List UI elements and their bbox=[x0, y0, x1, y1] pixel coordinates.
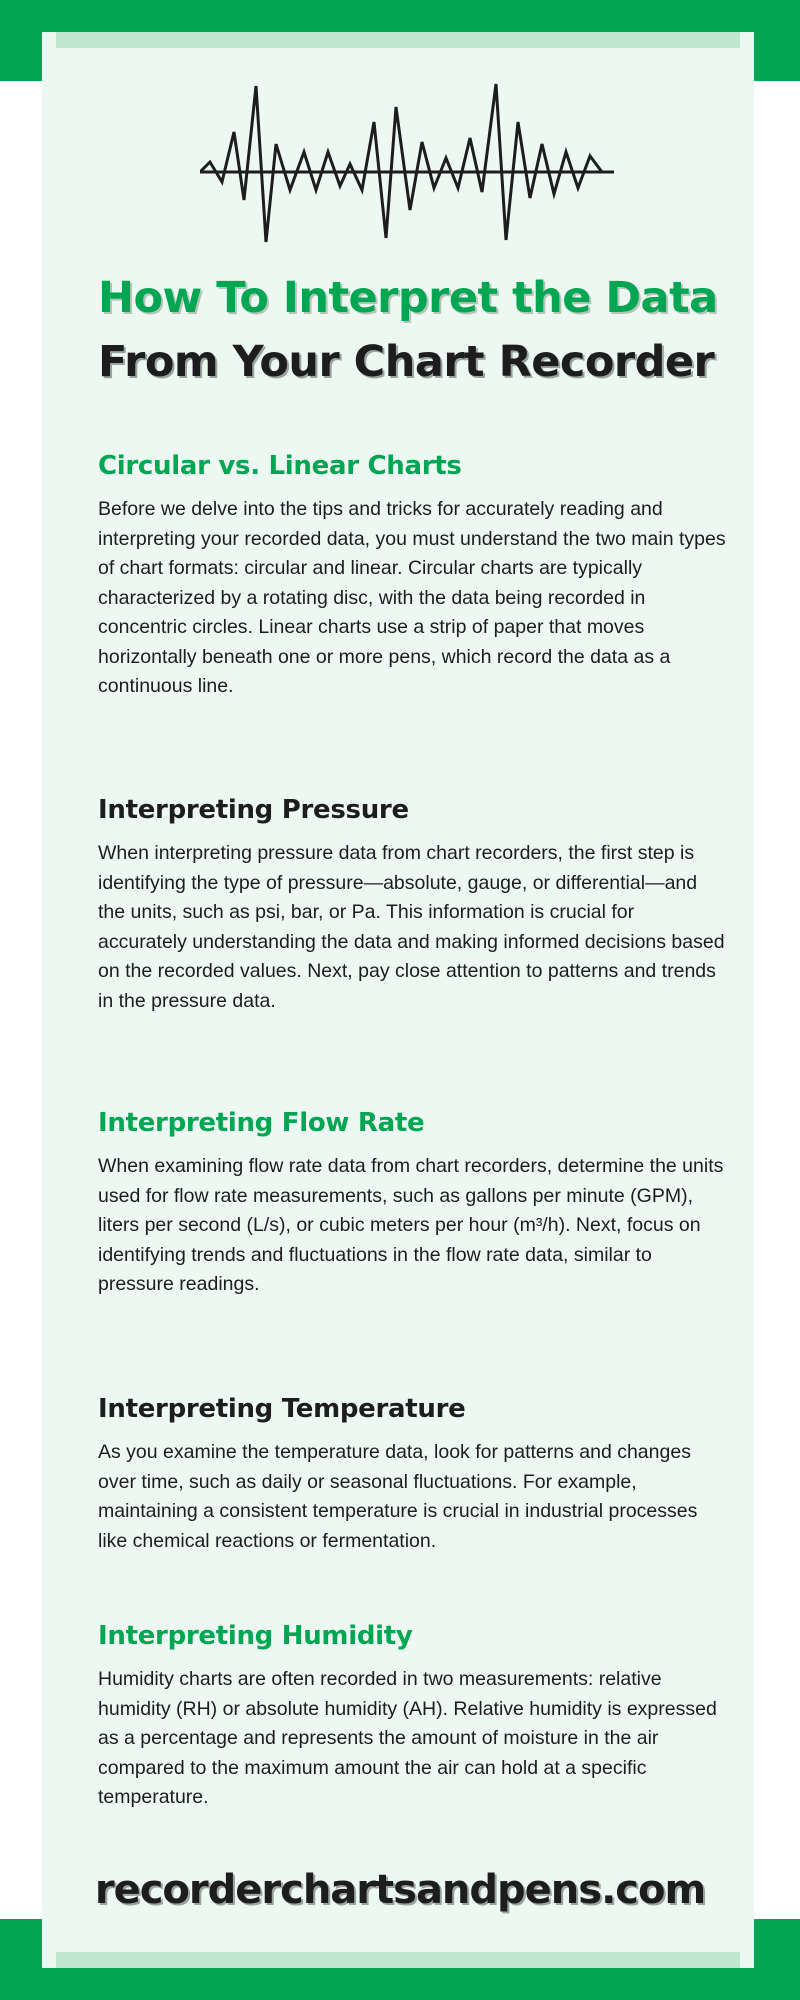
section-body: Before we delve into the tips and tricks for accurately reading and interpreting your recorded data, you must understand the two main types of chart formats: circular and linear. Circular charts are typically characterized by a rotating disc, with the data being recorded in concentric circles. Linear charts use a strip of paper that moves horizontally beneath one or more pens, which record the data as a continuous line. bbox=[98, 498, 726, 697]
section-body: When interpreting pressure data from chart recorders, the first step is identifying the type of pressure—absolute, gauge, or differential—and the units, such as psi, bar, or Pa. This information is crucial for accurately understanding the data and making informed decisions based on the recorded values. Next, pay close attention to patterns and trends in the pressure data. bbox=[98, 842, 725, 1012]
section-temperature bbox=[98, 1392, 728, 1556]
section-heading: Interpreting Temperature bbox=[98, 1394, 466, 1424]
section-circular-vs-linear bbox=[98, 449, 728, 702]
section-body: Humidity charts are often recorded in two measurements: relative humidity (RH) or absolute humidity (AH). Relative humidity is expressed as a percentage and represents the amount of moisture in the air compared to the maximum amount the air can hold at a specific temperature. bbox=[98, 1668, 717, 1808]
section-flow-rate bbox=[98, 1106, 728, 1300]
section-body: When examining flow rate data from chart recorders, determine the units used for flow rate measurements, such as gallons per minute (GPM), liters per second (L/s), or cubic meters per hour (m³/h). Next, focus on identifying trends and fluctuations in the flow rate data, similar to pressure readings. bbox=[98, 1155, 724, 1295]
section-body: As you examine the temperature data, look for patterns and changes over time, such as daily or seasonal fluctuations. For example, maintaining a consistent temperature is crucial in industrial processes like chemical reactions or fermentation. bbox=[98, 1441, 698, 1552]
title-line-1: How To Interpret the Data bbox=[98, 273, 718, 323]
section-heading: Interpreting Flow Rate bbox=[98, 1108, 425, 1138]
section-heading: Interpreting Pressure bbox=[98, 795, 409, 825]
panel-bottom-edge bbox=[56, 1952, 740, 1968]
panel-top-edge bbox=[56, 32, 740, 48]
page-title bbox=[98, 266, 738, 394]
section-humidity bbox=[98, 1619, 728, 1813]
section-pressure bbox=[98, 793, 728, 1016]
website-url: recorderchartsandpens.com bbox=[94, 1867, 706, 1913]
chart-recorder-waveform-icon bbox=[200, 82, 614, 246]
section-heading: Circular vs. Linear Charts bbox=[98, 451, 462, 481]
title-line-2: From Your Chart Recorder bbox=[98, 337, 715, 387]
section-heading: Interpreting Humidity bbox=[98, 1621, 413, 1651]
